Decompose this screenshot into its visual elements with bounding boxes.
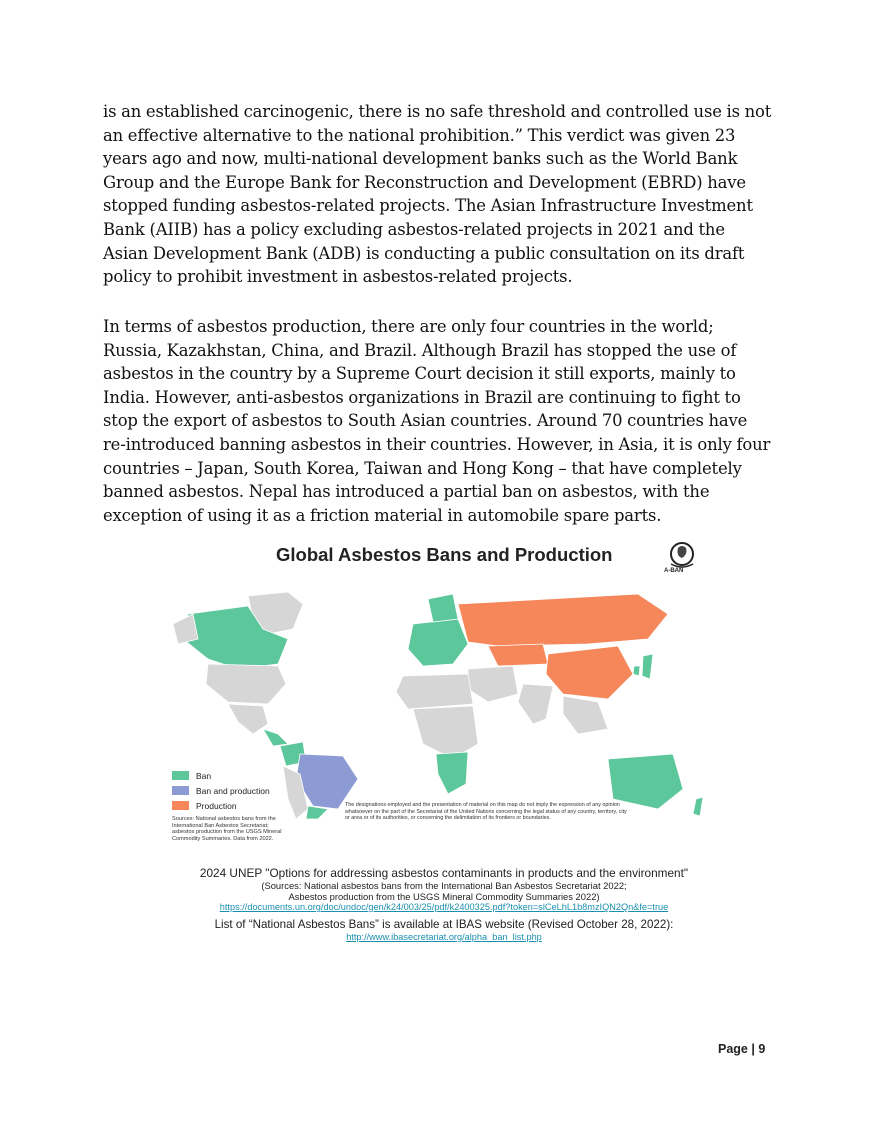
legend-label: Production bbox=[196, 800, 237, 811]
body-paragraph-2: In terms of asbestos production, there are only four countries in the world; Russia, Kazakhstan, China, and Brazil. Although Brazil has stopped the use of asbestos in the country by a Supreme Court decision it still exports, mainly to India. However, anti-asbestos organizations in Brazil are continuing to fight to stop the export of asbestos to South Asian countries. Around 70 countries have re-introduced banning asbestos in their countries. However, in Asia, it is only four countries – Japan, South Korea, Taiwan and Hong Kong – that have completely banned asbestos. Nepal has introduced a partial ban on asbestos, with the exception of using it as a friction material in automobile spare parts. bbox=[103, 317, 771, 525]
australia-region bbox=[608, 754, 683, 809]
japan-region bbox=[642, 654, 653, 679]
map-legend bbox=[172, 768, 270, 813]
china-region bbox=[546, 646, 633, 699]
map-sources-note: Sources: National asbestos bans from the International Ban Asbestos Secretariat; asbestos production from the USGS Mineral Commodity Summaries. Data from 2022. bbox=[172, 816, 282, 842]
logo-text: A-BAN bbox=[664, 568, 684, 574]
europe-region bbox=[408, 619, 468, 666]
asbestos-map-figure bbox=[168, 530, 720, 950]
se-asia-region bbox=[563, 696, 608, 734]
legend-item-ban bbox=[172, 768, 270, 783]
india-region bbox=[518, 684, 553, 724]
middle-east-region bbox=[468, 666, 518, 702]
central-africa-region bbox=[413, 706, 478, 759]
map-disclaimer: The designations employed and the presentation of material on this map do not imply the expression of any opinion whatsoever on the part of the Secretariat of the United Nations concerning the legal status of any country, territory, city or area or of its authorities, or concerning the delimitation of its frontiers or boundaries. bbox=[345, 802, 627, 822]
legend-swatch-ban-and-production bbox=[172, 786, 189, 795]
north-africa-region bbox=[396, 674, 473, 709]
legend-swatch-production bbox=[172, 801, 189, 810]
argentina-region bbox=[306, 806, 328, 819]
caption-line-3: Asbestos production from the USGS Mineral Commodity Summaries 2022) bbox=[288, 891, 600, 902]
legend-item-ban-and-production bbox=[172, 783, 270, 798]
legend-label: Ban and production bbox=[196, 785, 270, 796]
body-paragraph-1: is an established carcinogenic, there is no safe threshold and controlled use is not an effective alternative to the national prohibition.” This verdict was given 23 years ago and now, multi-national development banks such as the World Bank Group and the Europe Bank for Reconstruction and Development (EBRD) have stopped funding asbestos-related projects. The Asian Infrastructure Investment Bank (AIIB) has a policy excluding asbestos-related projects in 2021 and the Asian Development Bank (ADB) is conducting a public consultation on its draft policy to prohibit investment in asbestos-related projects. bbox=[103, 102, 772, 287]
mexico-region bbox=[228, 704, 268, 734]
page-number: Page | 9 bbox=[718, 1042, 766, 1056]
figure-title: Global Asbestos Bans and Production bbox=[276, 544, 613, 565]
new-zealand-region bbox=[693, 797, 703, 816]
legend-label: Ban bbox=[196, 770, 212, 781]
scandinavia-region bbox=[428, 594, 458, 622]
korea-region bbox=[633, 666, 640, 676]
legend-swatch-ban bbox=[172, 771, 189, 780]
caption-line-2: (Sources: National asbestos bans from the International Ban Asbestos Secretariat 2022; bbox=[261, 880, 627, 891]
southern-africa-region bbox=[436, 752, 468, 794]
a-ban-logo bbox=[658, 536, 706, 584]
kazakhstan-region bbox=[488, 644, 548, 666]
ibas-ban-list-link[interactable]: http://www.ibasecretariat.org/alpha_ban_list.php bbox=[346, 932, 542, 942]
alaska-region bbox=[173, 614, 198, 644]
caption-line-5: List of “National Asbestos Bans” is available at IBAS website (Revised October 28, 2022): bbox=[214, 918, 674, 931]
legend-item-production bbox=[172, 798, 270, 813]
central-america-region bbox=[263, 729, 288, 746]
russia-region bbox=[458, 594, 668, 646]
unep-document-link[interactable]: https://documents.un.org/doc/undoc/gen/k24/003/25/pdf/k2400325.pdf?token=slCeLhL1b8mzIQN2Qn&fe=true bbox=[219, 902, 669, 912]
usa-region bbox=[206, 664, 286, 704]
caption-line-1: 2024 UNEP "Options for addressing asbestos contaminants in products and the environment" bbox=[199, 866, 689, 880]
